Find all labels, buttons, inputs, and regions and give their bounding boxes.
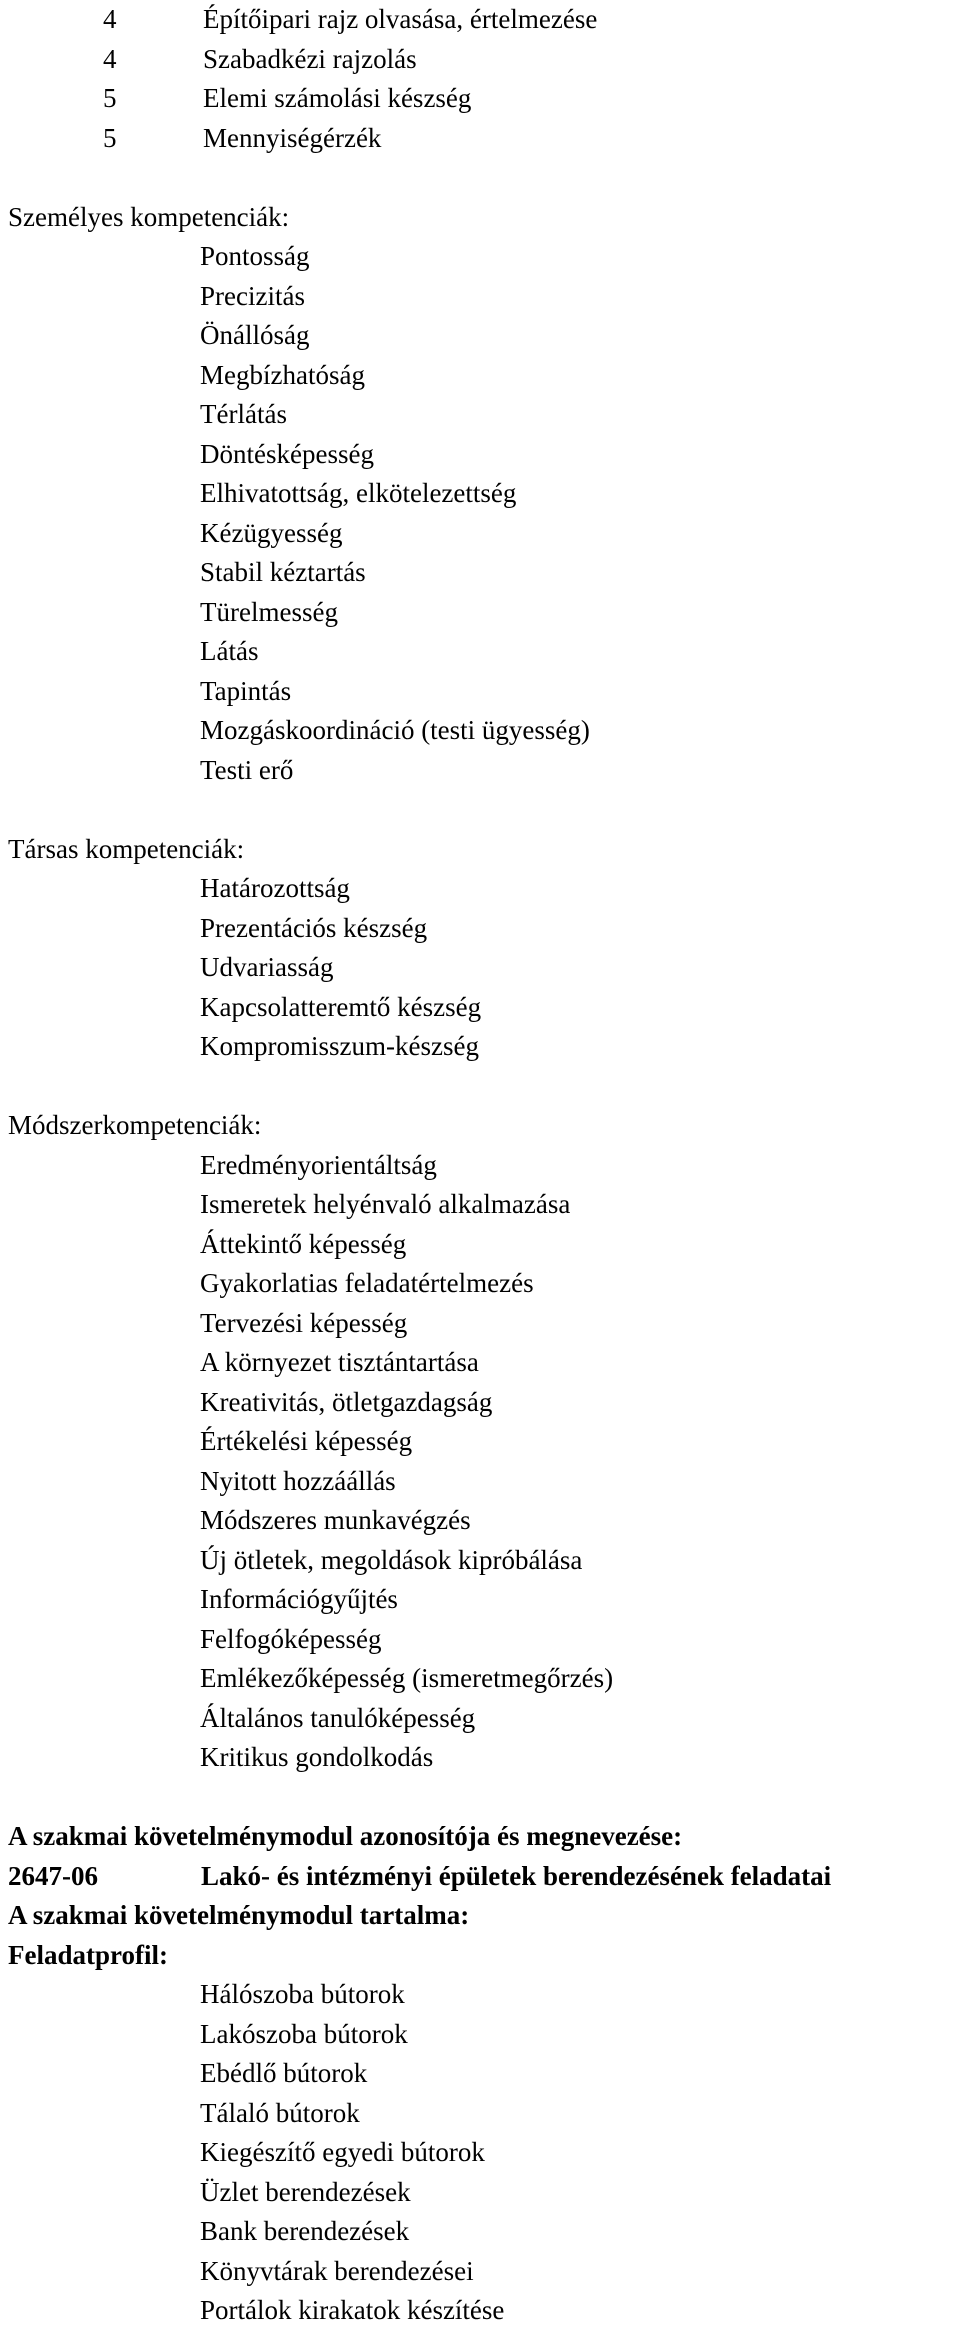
skill-row [0, 40, 960, 80]
list-item: Mozgáskoordináció (testi ügyesség) [200, 715, 590, 745]
module-title [0, 1857, 960, 1897]
list-item: Hálószoba bútorok [200, 1979, 405, 2009]
list-item: Határozottság [200, 873, 350, 903]
list-item: Tervezési képesség [200, 1307, 408, 1338]
list-item: Tapintás [200, 675, 292, 706]
list-item: Precizitás [200, 280, 305, 311]
skill-row [0, 119, 960, 159]
list-item: Kapcsolatteremtő készség [200, 991, 482, 1022]
profile-heading: Feladatprofil: [8, 1939, 168, 1970]
skill-text: Építőipari rajz olvasása, értelmezése [203, 4, 598, 34]
list-item: Döntésképesség [200, 438, 374, 469]
module-code: 2647-06 [8, 1860, 98, 1891]
list-item: Értékelési képesség [200, 1426, 413, 1456]
list-item: Türelmesség [200, 596, 338, 627]
list-item: A környezet tisztántartása [200, 1347, 479, 1377]
list-item: Elhivatottság, elkötelezettség [200, 478, 517, 508]
list-item: Kézügyesség [200, 517, 343, 548]
skill-text: Elemi számolási készség [203, 83, 472, 113]
list-item: Könyvtárak berendezései [200, 2255, 474, 2286]
list-item: Portálok kirakatok készítése [200, 2295, 505, 2325]
skill-level: 4 [103, 4, 117, 34]
list-item: Prezentációs készség [200, 912, 428, 943]
list-item: Nyitott hozzáállás [200, 1465, 396, 1496]
list-item: Információgyűjtés [200, 1584, 398, 1614]
skill-row [0, 79, 960, 119]
list-item: Bank berendezések [200, 2216, 410, 2246]
list-item: Áttekintő képesség [200, 1228, 407, 1259]
list-item: Gyakorlatias feladatértelmezés [200, 1268, 534, 1298]
list-item: Üzlet berendezések [200, 2176, 411, 2207]
list-item: Stabil kéztartás [200, 557, 366, 587]
module-id-heading: A szakmai követelménymodul azonosítója és megnevezése: [8, 1821, 683, 1851]
list-item: Ismeretek helyénvaló alkalmazása [200, 1189, 571, 1219]
list-item: Eredményorientáltság [200, 1149, 437, 1180]
list-item: Emlékezőképesség (ismeretmegőrzés) [200, 1663, 614, 1693]
list-item: Önállóság [200, 320, 310, 350]
list-item: Kiegészítő egyedi bútorok [200, 2137, 485, 2167]
skill-row [0, 0, 960, 40]
list-item: Testi erő [200, 754, 294, 785]
skill-text: Mennyiségérzék [203, 122, 382, 153]
skill-level-list [0, 0, 960, 158]
module-content-heading: A szakmai követelménymodul tartalma: [8, 1900, 470, 1930]
list-item: Általános tanulóképesség [200, 1702, 476, 1733]
personal-list [0, 237, 960, 790]
skill-level: 5 [103, 122, 117, 153]
skill-text: Szabadkézi rajzolás [203, 43, 417, 74]
list-item: Látás [200, 636, 259, 666]
module-name: Lakó- és intézményi épületek berendezésének feladatai [201, 1860, 832, 1891]
list-item: Megbízhatóság [200, 359, 365, 390]
list-item: Kritikus gondolkodás [200, 1742, 434, 1772]
list-item: Lakószoba bútorok [200, 2018, 408, 2049]
list-item: Módszeres munkavégzés [200, 1505, 471, 1535]
profile-list [0, 1975, 960, 2331]
list-item: Felfogóképesség [200, 1623, 382, 1654]
list-item: Ebédlő bútorok [200, 2058, 368, 2088]
skill-level: 5 [103, 83, 117, 113]
list-item: Kompromisszum-készség [200, 1031, 479, 1061]
method-list [0, 1146, 960, 1778]
personal-heading: Személyes kompetenciák: [8, 201, 290, 232]
social-list [0, 869, 960, 1067]
list-item: Kreativitás, ötletgazdagság [200, 1386, 493, 1417]
list-item: Udvariasság [200, 952, 334, 982]
list-item: Térlátás [200, 399, 287, 429]
list-item: Pontosság [200, 241, 310, 271]
social-heading: Társas kompetenciák: [8, 833, 245, 864]
skill-level: 4 [103, 43, 117, 74]
list-item: Új ötletek, megoldások kipróbálása [200, 1544, 583, 1575]
method-heading: Módszerkompetenciák: [8, 1110, 262, 1140]
list-item: Tálaló bútorok [200, 2097, 360, 2128]
